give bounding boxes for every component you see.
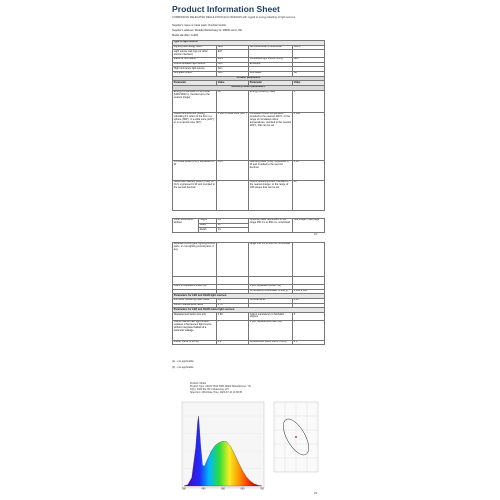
footnote: (b) - not applicable xyxy=(172,366,194,369)
x-tick-label: 480 xyxy=(201,487,206,491)
table-row: Claim of equivalent power (a) If yes, equivalent power (W) xyxy=(173,285,325,290)
x-tick-label: 580 xyxy=(221,487,225,491)
spectrum-chart xyxy=(178,382,320,492)
x-tick-label: 780 xyxy=(260,487,264,491)
table-row: Width 14 xyxy=(173,223,325,228)
table-row: Useful luminous flux (Φuse), indicating if it refers to the flux in a sphere (360°), in a wide cone (120°) or in a narrow cone (90°) 3 860 in Wide cone (120°) Correlated colour temperature, rounded to the nearest 100 K, or the range of correlated colour temperatures, rounded to the nearest 100 K, that can be set 4 000 xyxy=(173,112,325,160)
x-tick-label: 380 xyxy=(182,487,186,491)
table-row: Colour-tuneable light source: Non Envelope: xyxy=(173,62,325,67)
table-row: separate control gear, lighting control parts, or non-lighting control parts, if any - range 250 nm to 800 nm, at full-load xyxy=(173,243,325,277)
mains-header: Parameters for LED and OLED mains light sources: xyxy=(173,308,325,313)
table-row: Lumen maintenance factor 0,70 xyxy=(173,303,325,308)
column-headers: Parameter Value Parameter Value xyxy=(173,81,325,86)
table-row: Depth 14 xyxy=(173,228,325,233)
light-source-table xyxy=(172,40,325,211)
table-row: Chromaticity coordinates (x and y) 0,380 0,380 xyxy=(173,289,325,294)
table-row: On-mode power (Pon), expressed in W 45,0 Standby power (Psb), expressed in W and rounded to the second decimal 0,00 xyxy=(173,160,325,180)
table-row: Outer dimensions without Height 1n Spectral power distribution in the range 250 nm to 800 nm, at full-load See image in last page xyxy=(173,219,325,224)
chromaticity-point xyxy=(295,436,297,438)
table-row: Mains or non-mains: MLS Connected light source (CLS): Non xyxy=(173,57,325,62)
general-header: General product parameters: xyxy=(173,86,325,91)
page2-table xyxy=(172,242,325,345)
table-row: Displacement factor (cos φ1) 0,90 Colour consistency in McAdam ellipses 5 xyxy=(173,313,325,321)
table-row: R9 colour rendering index value 13 Survival factor 0,90 xyxy=(173,299,325,304)
table-row: Flicker metric (Pst LM) 0,9 Stroboscopic effect metric (SVM) 0,5 xyxy=(173,340,325,345)
led-header: Parameters for LED and OLED light sources: xyxy=(173,294,325,299)
x-tick-label: 680 xyxy=(240,487,245,491)
table-row: Claims that an LED light source replaces a fluorescent light source without integrated ballast of a particular wattage - If yes, replacement claim (W) - xyxy=(173,320,325,340)
spectrum-meta: Product: Model Product Type: 2019V 3510 HSB 4000K Manufacturer: YR Tc(K): 4000 Ra: 80.1 Measuring: WY Spectrum: 2019 Date Time: 2021-07-16 14:38:45 xyxy=(190,382,251,394)
table-row: Anti-glare shield: Non Dimmable: No xyxy=(173,72,325,77)
dims-label: Outer dimensions without xyxy=(173,219,199,233)
page-number: 1/2 xyxy=(314,233,318,236)
sheet-title: Product Information Sheet xyxy=(172,4,280,14)
supplier-address: Supplier's address: Rudolfs-Weikerlweg 12, 08600 Leinz, DE xyxy=(172,29,242,32)
type-header: Type of light source: xyxy=(173,41,325,46)
table-row: High luminance light source: Non xyxy=(173,67,325,72)
table-row: Light source cap-type (or other electric interface) E27 xyxy=(173,50,325,58)
page-number: 2/2 xyxy=(314,492,318,495)
model-identifier: Model identifier: 11405 xyxy=(172,34,199,37)
table-row xyxy=(173,277,325,285)
product-information-sheet xyxy=(172,4,328,496)
table-row: Energy consumption in on-mode (kWh/1000 h), rounded up to the nearest integer 46 Energy efficiency class F xyxy=(173,90,325,112)
footnote: (a) - not applicable; xyxy=(172,360,195,363)
sheet-subtitle: COMMISSION DELEGATED REGULATION (EU) 2019/2015 with regard to energy labelling of light sources xyxy=(172,16,296,19)
supplier-name: Supplier's name or trade mark: OneStar GmbH xyxy=(172,24,226,27)
dimensions-table xyxy=(172,218,325,233)
table-row: Lighting technology used: LED Non-directional or directional: NDLS xyxy=(173,45,325,50)
params-header: Product parameters xyxy=(173,76,325,81)
table-row: Networked standby power (Pnet) for CLS, expressed in W and rounded to the second decimal - Colour rendering index, rounded to the nearest integer, or the range of CRI-values that can be set 80 xyxy=(173,180,325,210)
spectrum-report xyxy=(178,382,320,492)
